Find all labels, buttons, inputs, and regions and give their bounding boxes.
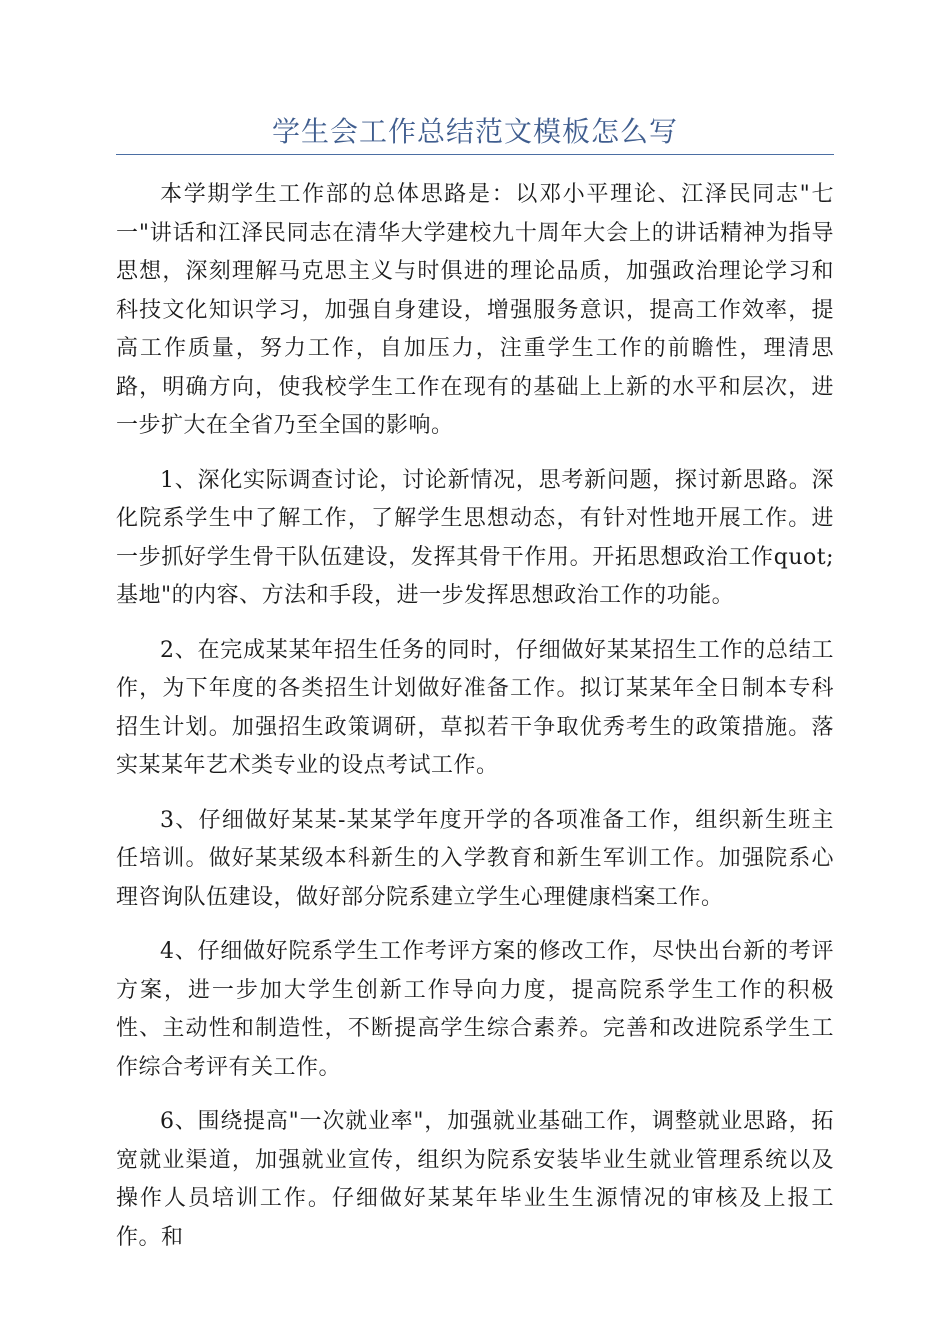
paragraph-intro: 本学期学生工作部的总体思路是：以邓小平理论、江泽民同志"七一"讲话和江泽民同志在清华大学建校九十周年大会上的讲话精神为指导思想，深刻理解马克思主义与时俱进的理论品质，加强政治理论学习和科技文化知识学习，加强自身建设，增强服务意识，提高工作效率，提高工作质量，努力工作，自加压力，注重学生工作的前瞻性，理清思路，明确方向，使我校学生工作在现有的基础上上新的水平和层次，进一步扩大在全省乃至全国的影响。 xyxy=(116,182,834,438)
title-underline xyxy=(116,154,834,155)
document-body xyxy=(116,176,834,1273)
paragraph-item-1: 1、深化实际调查讨论，讨论新情况，思考新问题，探讨新思路。深化院系学生中了解工作，了解学生思想动态，有针对性地开展工作。进一步抓好学生骨干队伍建设，发挥其骨干作用。开拓思想政治工作quot;基地"的内容、方法和手段，进一步发挥思想政治工作的功能。 xyxy=(116,467,834,608)
paragraph-item-2: 2、在完成某某年招生任务的同时，仔细做好某某招生工作的总结工作，为下年度的各类招生计划做好准备工作。拟订某某年全日制本专科招生计划。加强招生政策调研，草拟若干争取优秀考生的政策措施。落实某某年艺术类专业的设点考试工作。 xyxy=(116,637,834,778)
paragraph-item-3: 3、仔细做好某某-某某学年度开学的各项准备工作，组织新生班主任培训。做好某某级本科新生的入学教育和新生军训工作。加强院系心理咨询队伍建设，做好部分院系建立学生心理健康档案工作。 xyxy=(116,807,834,910)
paragraph-item-6: 6、围绕提高"一次就业率"，加强就业基础工作，调整就业思路，拓宽就业渠道，加强就业宣传，组织为院系安装毕业生就业管理系统以及操作人员培训工作。仔细做好某某年毕业生生源情况的审核及上报工作。和 xyxy=(116,1109,834,1250)
document-title: 学生会工作总结范文模板怎么写 xyxy=(271,115,678,148)
paragraph-item-4: 4、仔细做好院系学生工作考评方案的修改工作，尽快出台新的考评方案，进一步加大学生创新工作导向力度，提高院系学生工作的积极性、主动性和制造性，不断提高学生综合素养。完善和改进院系学生工作综合考评有关工作。 xyxy=(116,939,834,1080)
